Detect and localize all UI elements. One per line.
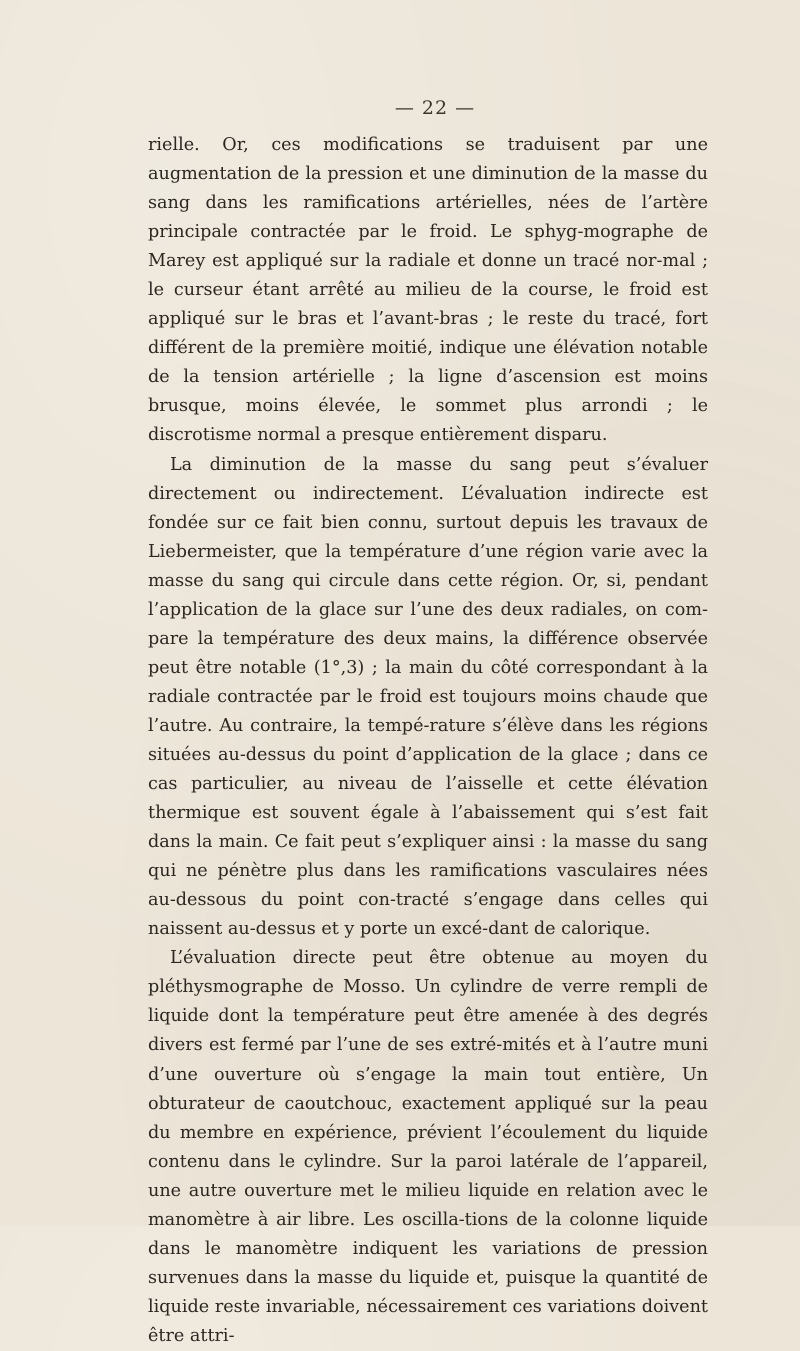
paragraph-blood-mass-evaluation: La diminution de la masse du sang peut s’évaluer directement ou indirectement. L’évaluation indirecte est fondée sur ce fait bien connu, surtout depuis les travaux de Liebermeister, que la température d’une région varie avec la masse du sang qui circule dans cette région. Or, si, pendant l’application de la glace sur l’une des deux radiales, on com-pare la température des deux mains, la différence observée peut être notable (1°,3) ; la main du côté correspondant à la radiale contractée par le froid est toujours moins chaude que l’autre. Au contraire, la tempé-rature s’élève dans les régions situées au-dessus du point d’application de la glace ; dans ce cas particulier, au niveau de l’aisselle et cette élévation thermique est souvent égale à l’abaissement qui s’est fait dans la main. Ce fait peut s’expliquer ainsi : la masse du sang qui ne pénètre plus dans les ramifications vasculaires nées au-dessous du point con-tracté s’engage dans celles qui naissent au-dessus et y porte un excé-dant de calorique. bbox=[148, 454, 708, 940]
paragraph-plethysmograph: L’évaluation directe peut être obtenue au moyen du pléthysmographe de Mosso. Un cylindre de verre rempli de liquide dont la température peut être amenée à des degrés divers est fermé par l’une de ses extré-mités et à l’autre muni d’une ouverture où s’engage la main tout entière, Un obturateur de caoutchouc, exactement appliqué sur la peau du membre en expérience, prévient l’écoulement du liquide contenu dans le cylindre. Sur la paroi latérale de l’appareil, une autre ouverture met le milieu liquide en relation avec le manomètre à air libre. Les oscilla-tions de la colonne liquide dans le manomètre indiquent les variations de pression survenues dans la masse du liquide et, puisque la quantité de liquide reste invariable, nécessairement ces variations doivent être attri- bbox=[148, 948, 708, 1346]
paragraph-continuation: rielle. Or, ces modifications se traduisent par une augmentation de la pression et une diminution de la masse du sang dans les ramifications artérielles, nées de l’artère principale contractée par le froid. Le sphyg-mographe de Marey est appliqué sur la radiale et donne un tracé nor-mal ; le curseur étant arrêté au milieu de la course, le froid est appliqué sur le bras et l’avant-bras ; le reste du tracé, fort différent de la première moitié, indique une élévation notable de la tension artérielle ; la ligne d’ascension est moins brusque, moins élevée, le sommet plus arrondi ; le discrotisme normal a presque entièrement disparu. bbox=[148, 135, 708, 446]
page-number: — 22 — bbox=[394, 97, 476, 119]
body-text bbox=[148, 131, 708, 1351]
